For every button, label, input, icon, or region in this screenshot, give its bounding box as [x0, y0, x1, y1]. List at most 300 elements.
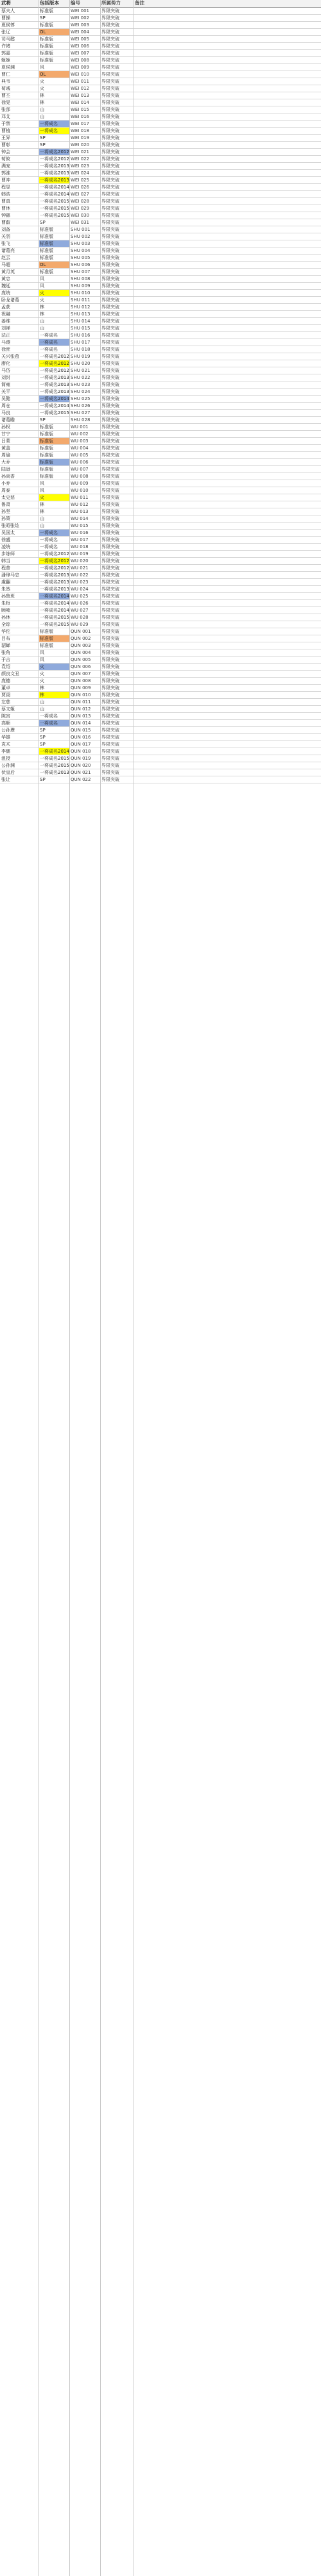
number-cell[interactable]: WEI 018	[71, 128, 89, 133]
faction-cell[interactable]: 界限突破	[101, 707, 119, 712]
faction-cell[interactable]: 界限突破	[101, 396, 119, 401]
number-cell[interactable]: WEI 017	[71, 121, 89, 126]
table-row[interactable]	[0, 346, 321, 353]
version-cell[interactable]: 火	[40, 297, 44, 303]
number-cell[interactable]: WEI 031	[71, 220, 89, 225]
name-cell[interactable]: 孙策	[1, 516, 10, 521]
number-cell[interactable]: QUN 022	[71, 777, 91, 782]
version-cell[interactable]: 一将成名2014	[40, 185, 69, 190]
faction-cell[interactable]: 界限突破	[101, 431, 119, 437]
note-cell[interactable]	[134, 149, 321, 155]
number-cell[interactable]: SHU 009	[71, 283, 91, 289]
version-cell[interactable]: 标准版	[40, 51, 53, 56]
header-note[interactable]: 备注	[135, 0, 144, 6]
faction-cell[interactable]: 界限突破	[101, 135, 119, 140]
name-cell[interactable]: 卧龙诸葛	[1, 297, 19, 303]
note-cell[interactable]	[134, 614, 321, 621]
note-cell[interactable]	[134, 233, 321, 240]
faction-cell[interactable]: 界限突破	[101, 530, 119, 535]
version-cell[interactable]: 一将成名2014	[40, 601, 69, 606]
note-cell[interactable]	[134, 755, 321, 762]
name-cell[interactable]: 孙休	[1, 615, 10, 620]
table-row[interactable]	[0, 367, 321, 374]
note-cell[interactable]	[134, 579, 321, 585]
table-row[interactable]	[0, 727, 321, 734]
number-cell[interactable]: WEI 030	[71, 213, 89, 218]
version-cell[interactable]: 山	[40, 107, 44, 112]
table-row[interactable]	[0, 607, 321, 614]
name-cell[interactable]: 郭嘉	[1, 51, 10, 56]
table-row[interactable]	[0, 318, 321, 325]
number-cell[interactable]: WEI 008	[71, 58, 89, 63]
version-cell[interactable]: 山	[40, 523, 44, 528]
note-cell[interactable]	[134, 290, 321, 296]
version-cell[interactable]: 一将成名2013	[40, 382, 69, 387]
faction-cell[interactable]: 界限突破	[101, 777, 119, 782]
number-cell[interactable]: WU 015	[71, 523, 89, 528]
version-cell[interactable]: 火	[39, 664, 69, 670]
table-row[interactable]	[0, 748, 321, 755]
name-cell[interactable]: 公孙渊	[1, 763, 15, 768]
faction-cell[interactable]: 界限突破	[101, 763, 119, 768]
table-row[interactable]	[0, 403, 321, 410]
table-row[interactable]	[0, 635, 321, 642]
faction-cell[interactable]: 界限突破	[101, 227, 119, 232]
faction-cell[interactable]: 界限突破	[101, 742, 119, 747]
number-cell[interactable]: QUN 016	[71, 735, 91, 740]
note-cell[interactable]	[134, 177, 321, 183]
name-cell[interactable]: 鲁肃	[1, 502, 10, 507]
faction-cell[interactable]: 界限突破	[101, 114, 119, 119]
table-row[interactable]	[0, 57, 321, 64]
note-cell[interactable]	[134, 508, 321, 515]
faction-cell[interactable]: 界限突破	[101, 368, 119, 373]
faction-cell[interactable]: 界限突破	[101, 389, 119, 394]
number-cell[interactable]: SHU 014	[71, 319, 91, 324]
faction-cell[interactable]: 界限突破	[101, 220, 119, 225]
note-cell[interactable]	[134, 600, 321, 606]
faction-cell[interactable]: 界限突破	[101, 312, 119, 317]
number-cell[interactable]: SHU 001	[71, 227, 91, 232]
note-cell[interactable]	[134, 36, 321, 42]
version-cell[interactable]: 山	[40, 699, 44, 705]
name-cell[interactable]: 孙权	[1, 424, 10, 430]
faction-cell[interactable]: 界限突破	[101, 692, 119, 698]
note-cell[interactable]	[134, 452, 321, 458]
version-cell[interactable]: 标准版	[40, 248, 53, 253]
table-row[interactable]	[0, 621, 321, 628]
version-cell[interactable]: 一将成名2012	[40, 361, 69, 366]
note-cell[interactable]	[134, 219, 321, 226]
table-row[interactable]	[0, 135, 321, 142]
number-cell[interactable]: WEI 021	[71, 149, 89, 155]
table-row[interactable]	[0, 657, 321, 664]
name-cell[interactable]: 全琮	[1, 622, 10, 627]
version-cell[interactable]: 一将成名2015	[40, 622, 69, 627]
table-row[interactable]	[0, 113, 321, 121]
name-cell[interactable]: 荀彧	[1, 86, 10, 91]
version-cell[interactable]: 一将成名2014	[40, 403, 69, 408]
name-cell[interactable]: 貂蝉	[1, 643, 10, 648]
note-cell[interactable]	[134, 332, 321, 339]
note-cell[interactable]	[134, 494, 321, 501]
name-cell[interactable]: 周泰	[1, 488, 10, 493]
name-cell[interactable]: 郭淮	[1, 171, 10, 176]
name-cell[interactable]: 姜维	[1, 319, 10, 324]
name-cell[interactable]: 张角	[1, 650, 10, 655]
table-row[interactable]	[0, 8, 321, 15]
faction-cell[interactable]: 界限突破	[101, 269, 119, 274]
version-cell[interactable]: 火	[39, 494, 69, 501]
faction-cell[interactable]: 界限突破	[101, 685, 119, 690]
faction-cell[interactable]: 界限突破	[101, 79, 119, 84]
version-cell[interactable]: 标准版	[40, 453, 53, 458]
name-cell[interactable]: 甘宁	[1, 431, 10, 437]
number-cell[interactable]: WU 028	[71, 615, 89, 620]
note-cell[interactable]	[134, 685, 321, 691]
version-cell[interactable]: 山	[40, 516, 44, 521]
note-cell[interactable]	[134, 339, 321, 346]
number-cell[interactable]: WU 013	[71, 509, 89, 514]
number-cell[interactable]: WEI 002	[71, 15, 89, 21]
note-cell[interactable]	[134, 22, 321, 28]
version-cell[interactable]: 标准版	[39, 635, 69, 642]
table-row[interactable]	[0, 64, 321, 71]
table-row[interactable]	[0, 360, 321, 367]
table-row[interactable]	[0, 325, 321, 332]
name-cell[interactable]: 孙坚	[1, 509, 10, 514]
number-cell[interactable]: WU 025	[71, 594, 89, 599]
note-cell[interactable]	[134, 649, 321, 656]
note-cell[interactable]	[134, 113, 321, 120]
faction-cell[interactable]: 界限突破	[101, 44, 119, 49]
version-cell[interactable]: 一将成名	[40, 537, 58, 542]
faction-cell[interactable]: 界限突破	[101, 467, 119, 472]
faction-cell[interactable]: 界限突破	[101, 424, 119, 430]
number-cell[interactable]: WU 014	[71, 516, 89, 521]
number-cell[interactable]: SHU 016	[71, 333, 91, 338]
name-cell[interactable]: 邓艾	[1, 114, 10, 119]
faction-cell[interactable]: 界限突破	[101, 495, 119, 500]
table-row[interactable]	[0, 579, 321, 586]
note-cell[interactable]	[134, 607, 321, 614]
number-cell[interactable]: QUN 019	[71, 756, 91, 761]
name-cell[interactable]: 于禁	[1, 121, 10, 126]
faction-cell[interactable]: 界限突破	[101, 657, 119, 662]
version-cell[interactable]: 风	[40, 283, 44, 289]
version-cell[interactable]: 标准版	[40, 424, 53, 430]
note-cell[interactable]	[134, 367, 321, 374]
table-row[interactable]	[0, 508, 321, 515]
faction-cell[interactable]: 界限突破	[101, 107, 119, 112]
name-cell[interactable]: 虞翻	[1, 580, 10, 585]
number-cell[interactable]: SHU 002	[71, 234, 91, 239]
name-cell[interactable]: 夏侯渊	[1, 65, 15, 70]
version-cell[interactable]: 一将成名	[39, 530, 69, 536]
version-cell[interactable]: 一将成名2013	[40, 389, 69, 394]
name-cell[interactable]: 徐晃	[1, 100, 10, 105]
note-cell[interactable]	[134, 727, 321, 733]
table-row[interactable]	[0, 544, 321, 551]
version-cell[interactable]: 一将成名	[40, 544, 58, 549]
version-cell[interactable]: 山	[40, 707, 44, 712]
table-row[interactable]	[0, 664, 321, 671]
note-cell[interactable]	[134, 128, 321, 134]
table-row[interactable]	[0, 255, 321, 262]
table-row[interactable]	[0, 85, 321, 92]
note-cell[interactable]	[134, 699, 321, 705]
number-cell[interactable]: SHU 010	[71, 290, 91, 296]
note-cell[interactable]	[134, 205, 321, 212]
version-cell[interactable]: 标准版	[40, 44, 53, 49]
table-row[interactable]	[0, 530, 321, 537]
faction-cell[interactable]: 界限突破	[101, 580, 119, 585]
table-row[interactable]	[0, 233, 321, 240]
number-cell[interactable]: WEI 023	[71, 163, 89, 169]
table-row[interactable]	[0, 776, 321, 783]
number-cell[interactable]: SHU 017	[71, 340, 91, 345]
version-cell[interactable]: 标准版	[40, 8, 53, 13]
version-cell[interactable]: 一将成名2015	[40, 756, 69, 761]
version-cell[interactable]: 林	[39, 692, 69, 698]
note-cell[interactable]	[134, 78, 321, 85]
number-cell[interactable]: QUN 017	[71, 742, 91, 747]
note-cell[interactable]	[134, 431, 321, 437]
version-cell[interactable]: 标准版	[39, 438, 69, 444]
note-cell[interactable]	[134, 480, 321, 487]
name-cell[interactable]: 陆逊	[1, 467, 10, 472]
version-cell[interactable]: OL	[39, 262, 69, 268]
note-cell[interactable]	[134, 530, 321, 536]
version-cell[interactable]: 一将成名2012	[40, 149, 69, 155]
version-cell[interactable]: 一将成名2012	[40, 156, 69, 162]
name-cell[interactable]: 廖化	[1, 361, 10, 366]
faction-cell[interactable]: 界限突破	[101, 305, 119, 310]
faction-cell[interactable]: 界限突破	[101, 255, 119, 260]
faction-cell[interactable]: 界限突破	[101, 699, 119, 705]
faction-cell[interactable]: 界限突破	[101, 544, 119, 549]
number-cell[interactable]: WU 017	[71, 537, 89, 542]
note-cell[interactable]	[134, 15, 321, 21]
table-row[interactable]	[0, 142, 321, 149]
note-cell[interactable]	[134, 473, 321, 480]
header-faction[interactable]: 所属势力	[101, 0, 121, 6]
table-row[interactable]	[0, 177, 321, 184]
note-cell[interactable]	[134, 156, 321, 162]
version-cell[interactable]: 火	[40, 86, 44, 91]
name-cell[interactable]: 沮授	[1, 756, 10, 761]
faction-cell[interactable]: 界限突破	[101, 728, 119, 733]
number-cell[interactable]: QUN 005	[71, 657, 91, 662]
note-cell[interactable]	[134, 572, 321, 578]
number-cell[interactable]: SHU 026	[71, 403, 91, 408]
note-cell[interactable]	[134, 466, 321, 473]
number-cell[interactable]: WU 021	[71, 565, 89, 571]
note-cell[interactable]	[134, 240, 321, 247]
number-cell[interactable]: WU 004	[71, 446, 89, 451]
name-cell[interactable]: 高顺	[1, 721, 10, 726]
note-cell[interactable]	[134, 565, 321, 571]
faction-cell[interactable]: 界限突破	[101, 354, 119, 359]
faction-cell[interactable]: 界限突破	[101, 234, 119, 239]
note-cell[interactable]	[134, 586, 321, 592]
faction-cell[interactable]: 界限突破	[101, 178, 119, 183]
name-cell[interactable]: 马岱	[1, 368, 10, 373]
faction-cell[interactable]: 界限突破	[101, 474, 119, 479]
name-cell[interactable]: 张让	[1, 777, 10, 782]
faction-cell[interactable]: 界限突破	[101, 163, 119, 169]
note-cell[interactable]	[134, 170, 321, 176]
note-cell[interactable]	[134, 523, 321, 529]
note-cell[interactable]	[134, 142, 321, 148]
faction-cell[interactable]: 界限突破	[101, 615, 119, 620]
number-cell[interactable]: WU 011	[71, 495, 89, 500]
faction-cell[interactable]: 界限突破	[101, 8, 119, 13]
name-cell[interactable]: 李儒	[1, 749, 10, 754]
note-cell[interactable]	[134, 304, 321, 310]
number-cell[interactable]: WEI 014	[71, 100, 89, 105]
number-cell[interactable]: QUN 007	[71, 671, 91, 676]
name-cell[interactable]: 曹操	[1, 15, 10, 21]
faction-cell[interactable]: 界限突破	[101, 375, 119, 380]
note-cell[interactable]	[134, 621, 321, 628]
faction-cell[interactable]: 界限突破	[101, 403, 119, 408]
table-row[interactable]	[0, 445, 321, 452]
faction-cell[interactable]: 界限突破	[101, 340, 119, 345]
name-cell[interactable]: 颜良文丑	[1, 671, 19, 676]
note-cell[interactable]	[134, 247, 321, 254]
number-cell[interactable]: WU 022	[71, 573, 89, 578]
faction-cell[interactable]: 界限突破	[101, 770, 119, 775]
note-cell[interactable]	[134, 487, 321, 494]
version-cell[interactable]: 林	[40, 312, 44, 317]
note-cell[interactable]	[134, 184, 321, 190]
name-cell[interactable]: 曹仁	[1, 72, 10, 77]
number-cell[interactable]: QUN 001	[71, 629, 91, 634]
version-cell[interactable]: 风	[40, 276, 44, 281]
note-cell[interactable]	[134, 551, 321, 557]
table-row[interactable]	[0, 311, 321, 318]
version-cell[interactable]: 一将成名	[39, 339, 69, 346]
note-cell[interactable]	[134, 85, 321, 92]
header-version[interactable]: 包括版本	[40, 0, 59, 6]
name-cell[interactable]: 法正	[1, 333, 10, 338]
version-cell[interactable]: 林	[40, 305, 44, 310]
faction-cell[interactable]: 界限突破	[101, 290, 119, 296]
faction-cell[interactable]: 界限突破	[101, 65, 119, 70]
faction-cell[interactable]: 界限突破	[101, 756, 119, 761]
name-cell[interactable]: 公孙瓒	[1, 728, 15, 733]
table-row[interactable]	[0, 297, 321, 304]
note-cell[interactable]	[134, 459, 321, 465]
name-cell[interactable]: 陈宫	[1, 714, 10, 719]
table-row[interactable]	[0, 212, 321, 219]
faction-cell[interactable]: 界限突破	[101, 410, 119, 415]
number-cell[interactable]: QUN 002	[71, 636, 91, 641]
table-row[interactable]	[0, 614, 321, 621]
note-cell[interactable]	[134, 635, 321, 642]
name-cell[interactable]: 庞统	[1, 290, 10, 296]
name-cell[interactable]: 庞德	[1, 678, 10, 683]
version-cell[interactable]: SP	[40, 135, 46, 140]
number-cell[interactable]: SHU 021	[71, 368, 91, 373]
number-cell[interactable]: WU 002	[71, 431, 89, 437]
table-row[interactable]	[0, 452, 321, 459]
faction-cell[interactable]: 界限突破	[101, 735, 119, 740]
table-row[interactable]	[0, 692, 321, 699]
table-row[interactable]	[0, 22, 321, 29]
version-cell[interactable]: 标准版	[40, 474, 53, 479]
name-cell[interactable]: 曹叡	[1, 220, 10, 225]
table-row[interactable]	[0, 466, 321, 473]
table-row[interactable]	[0, 36, 321, 43]
number-cell[interactable]: WEI 004	[71, 29, 89, 35]
number-cell[interactable]: WU 001	[71, 424, 89, 430]
number-cell[interactable]: WEI 003	[71, 22, 89, 28]
table-row[interactable]	[0, 523, 321, 530]
faction-cell[interactable]: 界限突破	[101, 185, 119, 190]
table-row[interactable]	[0, 755, 321, 762]
number-cell[interactable]: QUN 012	[71, 707, 91, 712]
version-cell[interactable]: 风	[40, 650, 44, 655]
table-row[interactable]	[0, 389, 321, 396]
number-cell[interactable]: WU 019	[71, 551, 89, 556]
name-cell[interactable]: 曹植	[1, 128, 10, 133]
version-cell[interactable]: 一将成名2015	[40, 763, 69, 768]
number-cell[interactable]: QUN 020	[71, 763, 91, 768]
number-cell[interactable]: WU 029	[71, 622, 89, 627]
number-cell[interactable]: WU 010	[71, 488, 89, 493]
faction-cell[interactable]: 界限突破	[101, 149, 119, 155]
table-row[interactable]	[0, 417, 321, 424]
version-cell[interactable]: SP	[40, 220, 46, 225]
table-row[interactable]	[0, 480, 321, 487]
note-cell[interactable]	[134, 43, 321, 49]
version-cell[interactable]: 一将成名2012	[40, 565, 69, 571]
header-number[interactable]: 编号	[71, 0, 80, 6]
faction-cell[interactable]: 界限突破	[101, 22, 119, 28]
note-cell[interactable]	[134, 318, 321, 324]
table-row[interactable]	[0, 685, 321, 692]
number-cell[interactable]: SHU 028	[71, 417, 91, 422]
faction-cell[interactable]: 界限突破	[101, 93, 119, 98]
version-cell[interactable]: 标准版	[40, 22, 53, 28]
number-cell[interactable]: WU 012	[71, 502, 89, 507]
table-row[interactable]	[0, 92, 321, 99]
version-cell[interactable]: 标准版	[40, 629, 53, 634]
table-row[interactable]	[0, 572, 321, 579]
name-cell[interactable]: 程昱	[1, 185, 10, 190]
number-cell[interactable]: WU 005	[71, 453, 89, 458]
number-cell[interactable]: SHU 012	[71, 305, 91, 310]
version-cell[interactable]: SP	[40, 142, 46, 147]
note-cell[interactable]	[134, 396, 321, 402]
name-cell[interactable]: 朱桓	[1, 601, 10, 606]
number-cell[interactable]: QUN 011	[71, 699, 91, 705]
version-cell[interactable]: OL	[39, 71, 69, 78]
faction-cell[interactable]: 界限突破	[101, 664, 119, 669]
version-cell[interactable]: 一将成名2013	[40, 163, 69, 169]
number-cell[interactable]: WU 023	[71, 580, 89, 585]
name-cell[interactable]: 关平	[1, 389, 10, 394]
faction-cell[interactable]: 界限突破	[101, 333, 119, 338]
number-cell[interactable]: WEI 016	[71, 114, 89, 119]
name-cell[interactable]: 华雄	[1, 735, 10, 740]
note-cell[interactable]	[134, 537, 321, 543]
note-cell[interactable]	[134, 198, 321, 205]
faction-cell[interactable]: 界限突破	[101, 460, 119, 465]
name-cell[interactable]: 吕蒙	[1, 439, 10, 444]
